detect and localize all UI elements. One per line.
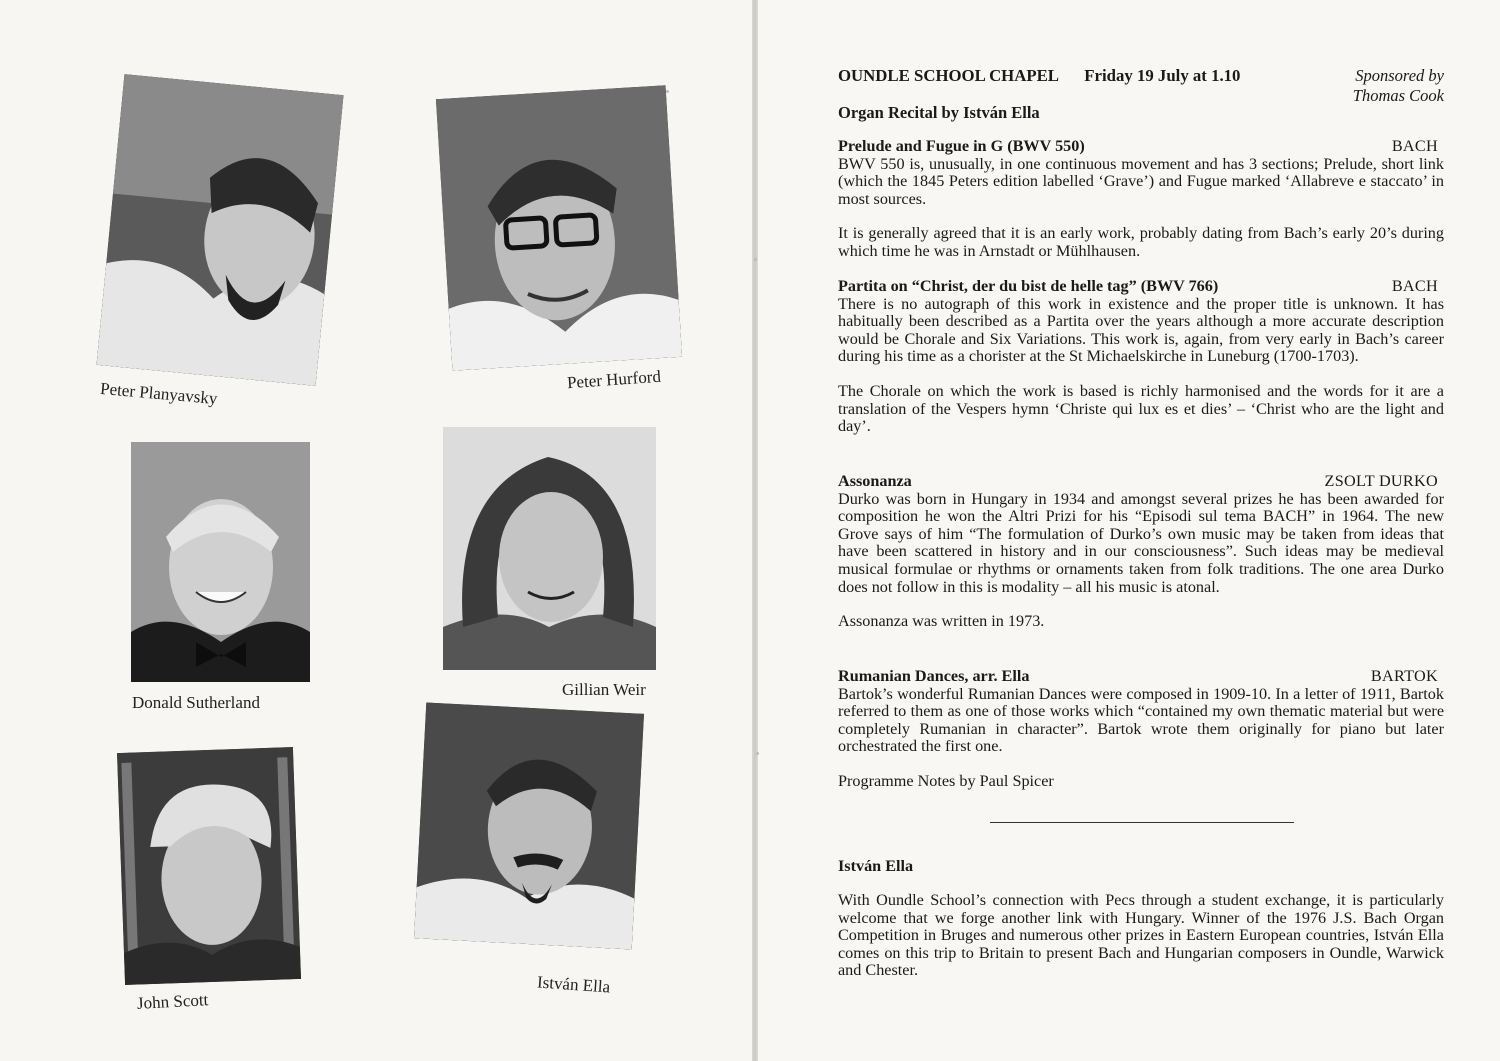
portrait-caption: Donald Sutherland [132, 693, 260, 712]
work-title: Rumanian Dances, arr. Ella [838, 667, 1030, 685]
portrait-card [440, 80, 685, 400]
bio-heading: István Ella [838, 857, 914, 875]
work-composer: BARTOK [1370, 667, 1438, 685]
event-date: Friday 19 July at 1.10 [1084, 66, 1241, 85]
work-note: Bartok’s wonderful Rumanian Dances were composed in 1909-10. In a letter of 1911, Bartok referred to them as one of those works which “contained my own thematic material but were completely Rumanian in character”. Bartok wrote them originally for piano but later orchestrated the first one. [838, 684, 1444, 756]
work-block [838, 473, 1444, 631]
portrait-card [130, 442, 320, 717]
paper-speck [754, 258, 757, 261]
portrait-photo [131, 442, 310, 682]
venue: OUNDLE SCHOOL CHAPEL [838, 66, 1059, 85]
work-note: It is generally agreed that it is an early work, probably dating from Bach’s early 20’s during which time he was in Arnstadt or Mühlhausen. [838, 224, 1444, 260]
portrait-photo [436, 85, 682, 371]
sponsor-line: Sponsored by [1355, 66, 1444, 85]
work-note: Assonanza was written in 1973. [838, 612, 1045, 631]
work-composer: BACH [1391, 137, 1438, 155]
bio-text: With Oundle School’s connection with Pecs through a student exchange, it is particularly welcome that we forge another link with Hungary. Winner of the 1976 J.S. Bach Organ Competition in Bruges and numerous other prizes in Eastern European countries, István Ella comes on this trip to Britain to present Bach and Hungarian composers in Oundle, Warwick and Chester. [838, 891, 1444, 980]
work-note: BWV 550 is, unusually, in one continuous movement and has 3 sections; Prelude, short link (which the 1845 Peters edition labelled ‘Grave’) and Fugue marked ‘Allabreve e staccato’ in most sources. [838, 154, 1444, 208]
work-note: Durko was born in Hungary in 1934 and amongst several prizes he has been awarded for composition he won the Altri Prizi for his “Episodi sul tema BACH” in 1964. The new Grove says of him “The formulation of Durko’s own music may be taken from ideas that have been scattered in history and in our consciousness”. Such ideas may be medieval musical formulae or rhythms or ornaments taken from folk traditions. The one area Durko does not follow in this is modality – all his music is atonal. [838, 489, 1444, 596]
work-block [838, 278, 1444, 436]
paper-speck [756, 752, 759, 755]
recital-title: Organ Recital by István Ella [838, 103, 1040, 122]
work-note: The Chorale on which the work is based is richly harmonised and the words for it are a translation of the Vespers hymn ‘Christe qui lux es et dies’ – ‘Christ who are the light and day’. [838, 381, 1444, 436]
paper-speck [666, 90, 669, 93]
portrait-caption: Peter Planyavsky [99, 378, 219, 409]
portrait-photo [97, 74, 344, 386]
portrait-caption: Gillian Weir [562, 680, 646, 699]
work-block [838, 668, 1444, 756]
work-title: Assonanza [838, 472, 912, 490]
sponsor-credit [1353, 66, 1444, 106]
work-composer: BACH [1391, 277, 1438, 295]
portrait-photo [117, 747, 301, 985]
portrait-photo [443, 427, 656, 670]
sponsor-name: Thomas Cook [1352, 86, 1444, 105]
portrait-caption: Peter Hurford [566, 366, 662, 393]
portrait-photo [414, 702, 644, 949]
work-note: There is no autograph of this work in existence and the proper title is unknown. It has habitually been described as a Partita over the years although a more accurate description would be Chorale and Six Variations. This work is, again, from very early in Bach’s career during his time as a chorister at the St Michaelskirche in Luneburg (1700-1703). [838, 294, 1444, 366]
portrait-caption: István Ella [536, 972, 611, 997]
portrait-caption: John Scott [136, 990, 209, 1013]
divider [990, 822, 1294, 823]
portrait-card [100, 78, 340, 418]
work-title: Prelude and Fugue in G (BWV 550) [838, 137, 1085, 155]
portrait-card [115, 742, 310, 1027]
portrait-card [410, 700, 655, 1000]
work-block [838, 138, 1444, 261]
work-composer: ZSOLT DURKO [1324, 472, 1438, 490]
work-title: Partita on “Christ, der du bist de helle tag” (BWV 766) [838, 277, 1219, 295]
portrait-card [442, 425, 667, 705]
notes-credit: Programme Notes by Paul Spicer [838, 772, 1054, 790]
